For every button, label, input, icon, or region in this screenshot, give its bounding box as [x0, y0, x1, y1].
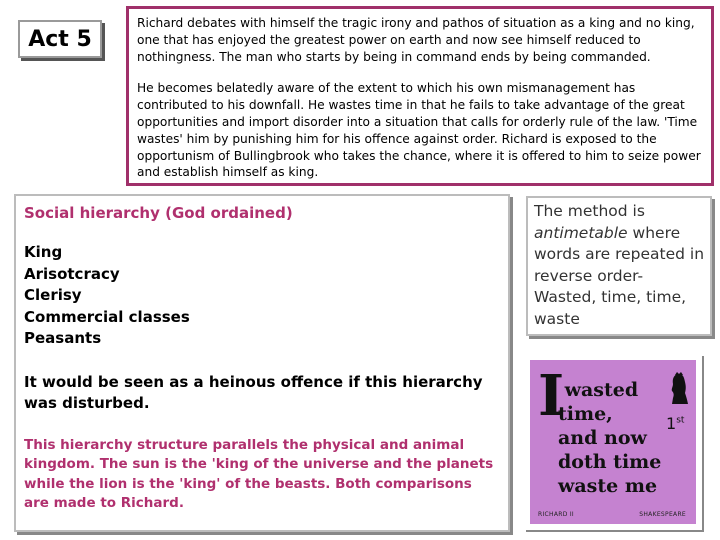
hierarchy-title: Social hierarchy (God ordained) [24, 204, 293, 222]
hierarchy-parallel: This hierarchy structure parallels the physical and animal kingdom. The sun is the 'king of the universe and the planets while the lion is the 'king' of the beasts. Both comparisons are made to Richard. [24, 436, 494, 511]
method-suffix: where words are repeated in reverse order- Wasted, time, time, waste [534, 223, 705, 328]
stamp-footer-left: RICHARD II [538, 511, 574, 518]
hierarchy-warning: It would be seen as a heinous offence if this hierarchy was disturbed. [24, 372, 483, 412]
summary-box [126, 6, 714, 186]
hierarchy-item-clerisy: Clerisy [24, 286, 82, 304]
hierarchy-item-peasants: Peasants [24, 329, 102, 347]
method-term: antimetable [534, 223, 628, 242]
stamp-image [524, 354, 702, 530]
hierarchy-item-aristocracy: Arisotcracy [24, 264, 120, 283]
hierarchy-item-commercial: Commercial classes [24, 307, 190, 326]
summary-paragraph-1: Richard debates with himself the tragic irony and pathos of situation as a king and no king, one that has enjoyed the greatest power on earth and now see himself reduced to nothingness. The man who starts by being in command ends by being commanded. [137, 16, 695, 64]
stamp-initial: I [538, 363, 565, 429]
act-label-box [18, 20, 102, 58]
method-prefix: The method is [534, 202, 645, 220]
hierarchy-box [14, 194, 510, 532]
summary-paragraph-2: He becomes belatedly aware of the extent to which his own mismanagement has contributed to his downfall. He wastes time in that he fails to take advantage of the great opportunities and import disorder into a situation that calls for orderly rule of the law. 'Time wastes' him by punishing him for his offence against order. Richard is exposed to the opportunism of Bullingbrook who takes the chance, where it is offered to him to seize power and establish himself as king. [137, 81, 701, 180]
stamp-value-suffix: st [676, 415, 685, 426]
act-label: Act 5 [28, 26, 92, 52]
stamp-value-number: 1 [666, 414, 677, 433]
method-box [526, 196, 712, 336]
hierarchy-list [24, 242, 508, 350]
stamp-footer-right: SHAKESPEARE [639, 511, 686, 518]
stamp-value [666, 414, 684, 433]
queen-head-icon [668, 372, 690, 406]
stamp-quote: wasted time, and now doth time waste me [558, 379, 662, 497]
hierarchy-item-king: King [24, 243, 63, 261]
stamp-face [530, 360, 696, 524]
